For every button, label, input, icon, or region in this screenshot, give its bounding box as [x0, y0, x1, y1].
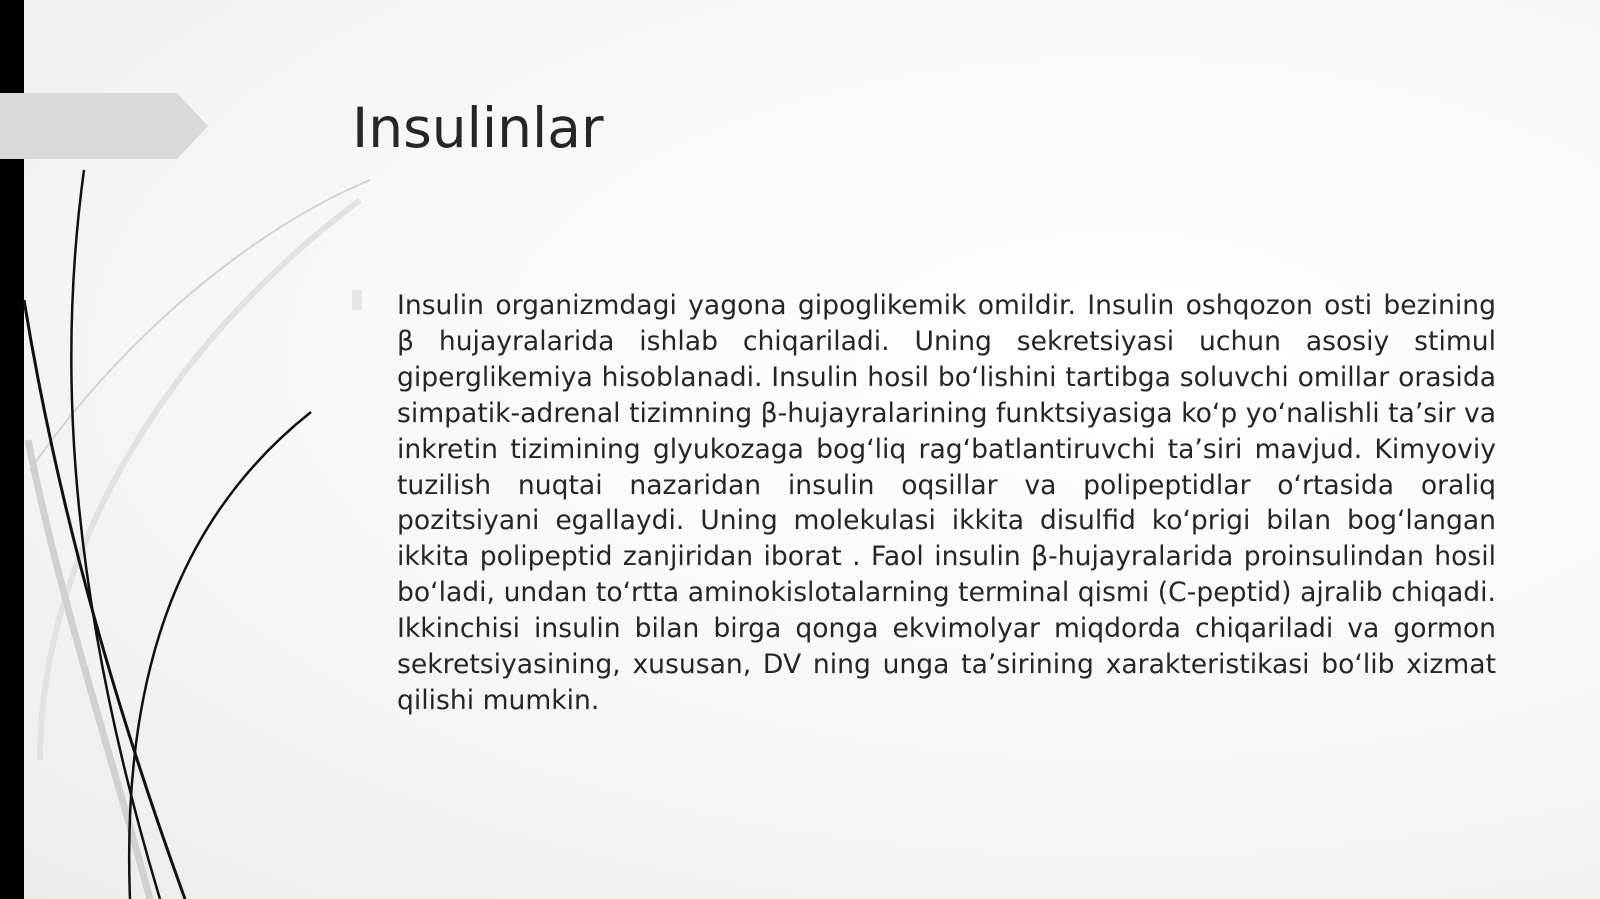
title-arrow-tab	[0, 93, 208, 159]
swoosh-dark-2	[24, 300, 185, 899]
swoosh-dark-3	[129, 412, 311, 899]
slide-title: Insulinlar	[352, 96, 604, 160]
swoosh-light-1	[30, 180, 370, 470]
bullet-icon	[352, 290, 362, 310]
slide-body-text: Insulin organizmdagi yagona gipoglikemik omildir. Insulin oshqozon osti bezining β hujayralarida ishlab chiqariladi. Uning sekretsiyasi uchun asosiy stimul giperglikemiya hisoblanadi. Insulin hosil boʻlishini tartibga soluvchi omillar orasida simpatik-adrenal tizimning β-hujayralarining funktsiyasiga koʻp yoʻnalishli taʼsir va inkretin tizimining glyukozaga bogʻliq ragʻbatlantiruvchi taʼsiri mavjud. Kimyoviy tuzilish nuqtai nazaridan insulin oqsillar va polipeptidlar oʻrtasida oraliq pozitsiyani egallaydi. Uning molekulasi ikkita disulfid koʻprigi bilan bogʻlangan ikkita polipeptid zanjiridan iborat . Faol insulin β-hujayralarida proinsulindan hosil boʻladi, undan toʻrtta aminokislotalarning terminal qismi (C-peptid) ajralib chiqadi. Ikkinchisi insulin bilan birga qonga ekvimolyar miqdorda chiqariladi va gormon sekretsiyasining, xususan, DV ning unga taʼsirining xarakteristikasi boʻlib xizmat qilishi mumkin.	[397, 290, 1496, 716]
